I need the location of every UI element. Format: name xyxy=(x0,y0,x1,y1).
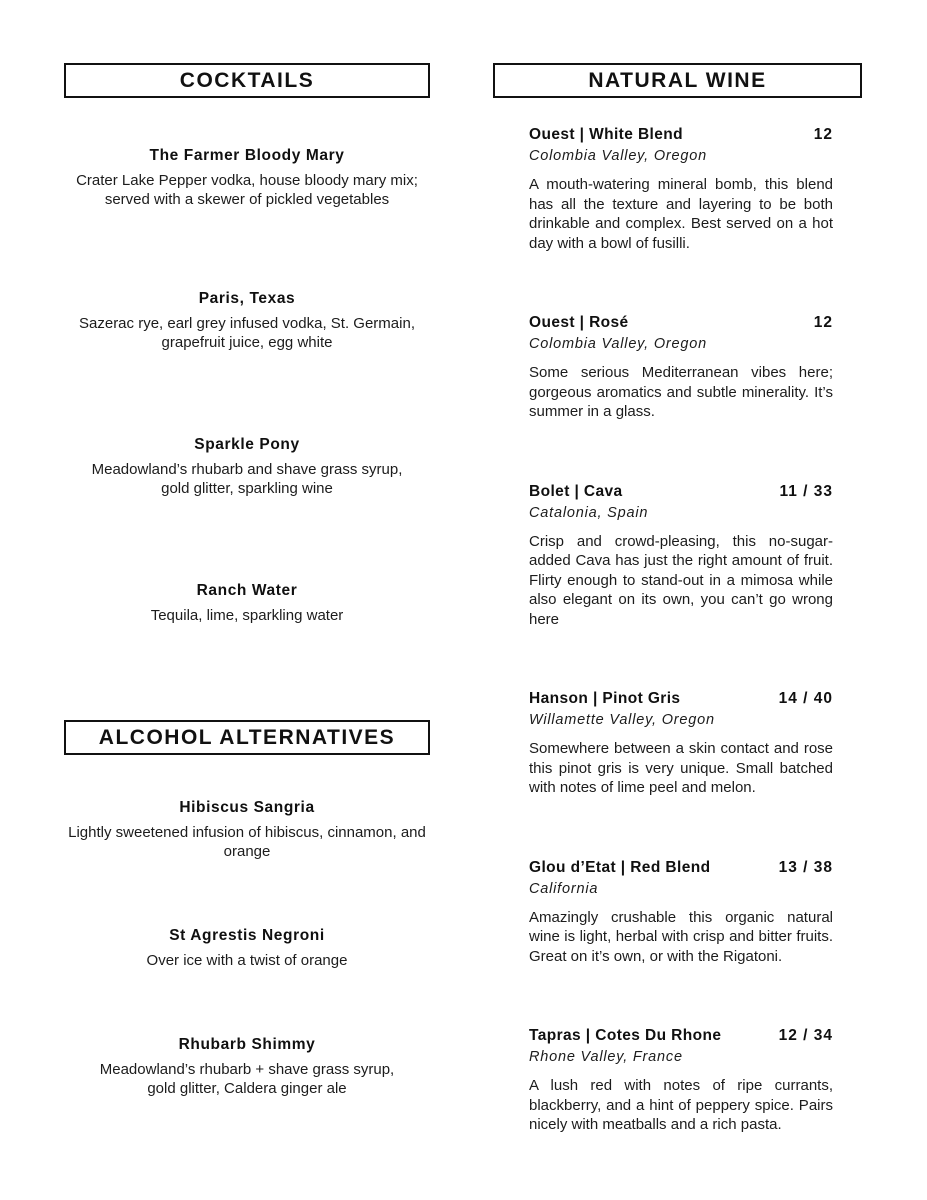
wine-description: Crisp and crowd-pleasing, this no-sugar-added Cava has just the right amount of fruit. Flirty enough to stand-out in a mimosa while also elegant on its own, you can’t go wrong here xyxy=(529,532,833,628)
item-name: The Farmer Bloody Mary xyxy=(149,147,345,164)
wine-description: A mouth-watering mineral bomb, this blend has all the texture and layering to be both drinkable and complex. Best served on a hot day with a bowl of fusilli. xyxy=(529,176,833,252)
wine-item-ouest-white-blend xyxy=(529,125,833,253)
wine-origin: Colombia Valley, Oregon xyxy=(529,336,707,352)
section-header-cocktails xyxy=(64,63,430,98)
item-description-line: grapefruit juice, egg white xyxy=(161,334,333,351)
section-title: NATURAL WINE xyxy=(588,68,767,92)
item-name: Hibiscus Sangria xyxy=(179,799,315,816)
item-description-line: orange xyxy=(223,843,271,860)
wine-description: Somewhere between a skin contact and rose this pinot gris is very unique. Small batched with notes of lime peel and melon. xyxy=(529,740,833,796)
item-description-line: Meadowland’s rhubarb + shave grass syrup, xyxy=(99,1061,395,1078)
wine-price: 13 / 38 xyxy=(778,858,833,876)
cocktail-item-sparkle-pony xyxy=(64,435,430,498)
alternative-item-rhubarb-shimmy xyxy=(64,1035,430,1098)
item-description-line: Over ice with a twist of orange xyxy=(146,952,348,969)
item-name: Sparkle Pony xyxy=(194,436,300,453)
section-title: COCKTAILS xyxy=(179,68,315,92)
wine-title-row xyxy=(529,482,833,502)
wine-origin: Colombia Valley, Oregon xyxy=(529,148,707,164)
wine-description: A lush red with notes of ripe currants, blackberry, and a hint of peppery spice. Pairs nicely with meatballs and a rich pasta. xyxy=(529,1077,833,1133)
right-column xyxy=(493,63,862,1135)
wine-title-row xyxy=(529,1026,833,1046)
cocktail-item-paris-texas xyxy=(64,289,430,352)
section-header-natural-wine xyxy=(493,63,862,98)
wine-price: 12 xyxy=(813,314,833,331)
wine-name: Ouest | Rosé xyxy=(529,314,629,331)
wine-name: Hanson | Pinot Gris xyxy=(529,690,681,707)
item-name: Paris, Texas xyxy=(198,290,296,307)
item-description-line: Meadowland’s rhubarb and shave grass syrup, xyxy=(91,461,403,478)
wine-item-ouest-rose xyxy=(529,313,833,422)
wine-name: Tapras | Cotes Du Rhone xyxy=(529,1027,722,1044)
wine-title-row xyxy=(529,313,833,333)
wine-title-row xyxy=(529,858,833,878)
wine-price: 14 / 40 xyxy=(778,690,833,707)
wine-origin: Willamette Valley, Oregon xyxy=(529,712,715,728)
wine-list xyxy=(529,125,833,1135)
section-header-alcohol-alternatives xyxy=(64,720,430,755)
item-description-line: Lightly sweetened infusion of hibiscus, cinnamon, and xyxy=(68,824,426,841)
item-description-line: gold glitter, sparkling wine xyxy=(161,480,333,497)
wine-item-glou-detat-red-blend xyxy=(529,858,833,967)
wine-name: Glou d’Etat | Red Blend xyxy=(529,858,711,876)
wine-name: Bolet | Cava xyxy=(529,482,623,500)
wine-name: Ouest | White Blend xyxy=(529,126,684,143)
wine-price: 11 / 33 xyxy=(779,482,833,500)
wine-origin: Catalonia, Spain xyxy=(529,504,649,521)
left-column xyxy=(64,63,430,1098)
item-name: Ranch Water xyxy=(196,582,298,599)
wine-price: 12 xyxy=(813,126,833,143)
wine-description: Some serious Mediterranean vibes here; gorgeous aromatics and subtle minerality. It’s summer in a glass. xyxy=(529,364,833,420)
alternative-item-hibiscus-sangria xyxy=(64,798,430,861)
wine-title-row xyxy=(529,689,833,709)
alternative-item-st-agrestis-negroni xyxy=(64,926,430,970)
wine-description: Amazingly crushable this organic natural wine is light, herbal with crisp and bitter fruits. Great on it’s own, or with the Rigatoni. xyxy=(529,908,833,965)
wine-title-row xyxy=(529,125,833,145)
wine-price: 12 / 34 xyxy=(778,1027,833,1044)
wine-item-hanson-pinot-gris xyxy=(529,689,833,798)
item-name: St Agrestis Negroni xyxy=(169,927,325,944)
wine-origin: California xyxy=(529,880,599,897)
item-description-line: Sazerac rye, earl grey infused vodka, St. Germain, xyxy=(79,315,415,332)
item-name: Rhubarb Shimmy xyxy=(178,1036,316,1053)
wine-item-bolet-cava xyxy=(529,482,833,630)
wine-origin: Rhone Valley, France xyxy=(529,1049,683,1065)
cocktail-item-farmer-bloody-mary xyxy=(64,146,430,209)
item-description-line: Crater Lake Pepper vodka, house bloody mary mix; xyxy=(76,172,418,189)
item-description-line: served with a skewer of pickled vegetables xyxy=(104,191,390,208)
wine-item-tapras-cotes-du-rhone xyxy=(529,1026,833,1135)
section-title: ALCOHOL ALTERNATIVES xyxy=(98,725,396,749)
item-description-line: Tequila, lime, sparkling water xyxy=(150,607,344,624)
item-description-line: gold glitter, Caldera ginger ale xyxy=(147,1080,347,1097)
cocktail-item-ranch-water xyxy=(64,581,430,625)
